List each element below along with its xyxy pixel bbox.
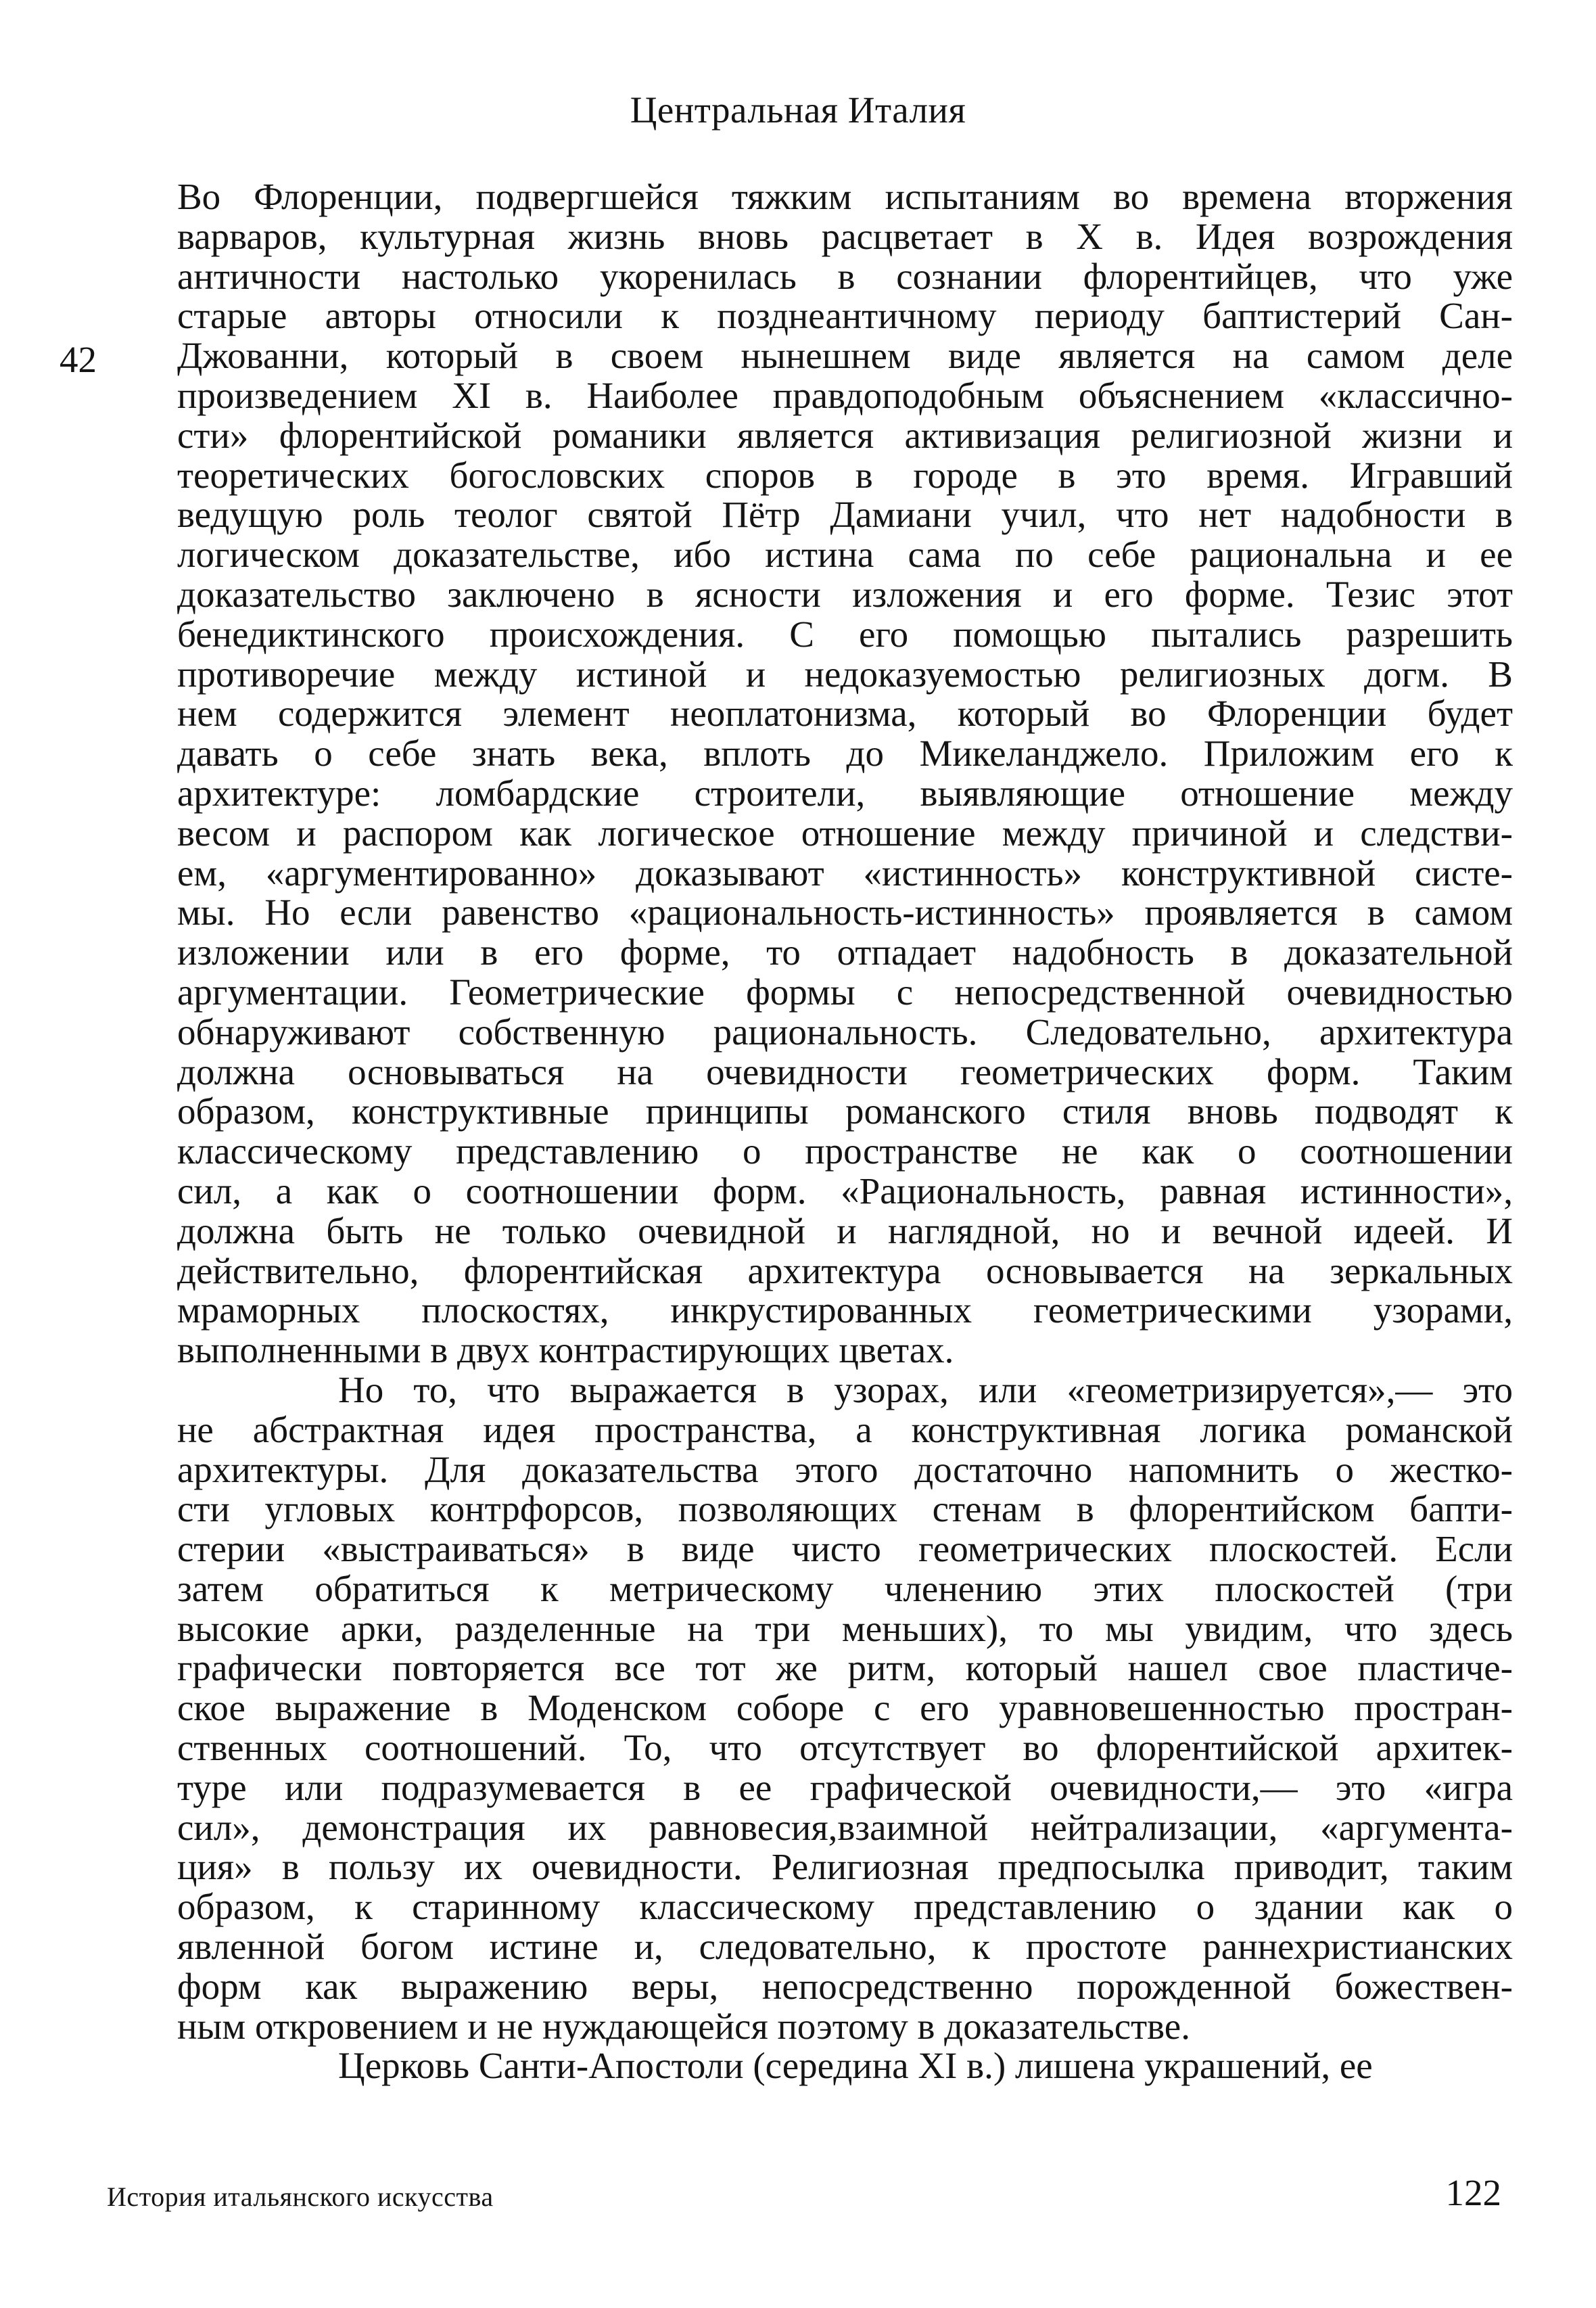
text-line: образом, конструктивные принципы романского стиля вновь подводят к [177,1090,1513,1132]
paragraph [177,1370,1513,2047]
text-line: ем, «аргументированно» доказывают «истинность» конструктивной систе- [177,852,1513,894]
text-line: действительно, флорентийская архитектура основывается на зеркальных [177,1249,1513,1291]
text-line: ция» в пользу их очевидности. Религиозная предпосылка приводит, таким [177,1846,1513,1888]
text-line: ным откровением и не нуждающейся поэтому в доказательстве. [177,2005,1190,2047]
text-line: классическому представлению о пространстве не как о соотношении [177,1130,1513,1172]
text-line: весом и распором как логическое отношение между причиной и следстви- [177,812,1513,854]
text-line: высокие арки, разделенные на три меньших), то мы увидим, что здесь [177,1607,1513,1649]
text-line: изложении или в его форме, то отпадает надобность в доказательной [177,931,1513,973]
text-line: обнаруживают собственную рациональность. Следовательно, архитектура [177,1011,1513,1053]
text-line: графически повторяется все тот же ритм, который нашел свое пластиче- [177,1647,1513,1689]
text-line: сил, а как о соотношении форм. «Рациональность, равная истинности», [177,1170,1513,1211]
text-line: мы. Но если равенство «рациональность-истинность» проявляется в самом [177,892,1513,933]
paragraph [177,177,1513,1370]
text-line: нем содержится элемент неоплатонизма, который во Флоренции будет [177,693,1513,735]
text-line: бенедиктинского происхождения. С его помощью пытались разрешить [177,613,1513,655]
text-line: Но то, что выражается в узорах, или «геометризируется»,— это [338,1368,1513,1410]
text-line: архитектуры. Для доказательства этого достаточно напомнить о жестко- [177,1448,1513,1490]
text-line: ведущую роль теолог святой Пётр Дамиани учил, что нет надобности в [177,494,1513,536]
margin-figure-number: 42 [60,339,97,380]
text-line: ственных соотношений. То, что отсутствует во флорентийской архитек- [177,1727,1513,1769]
running-title: Центральная Италия [630,89,966,131]
text-line: доказательство заключено в ясности изложения и его форме. Тезис этот [177,573,1513,615]
text-line: старые авторы относили к позднеантичному периоду баптистерий Сан- [177,295,1513,337]
text-line: архитектуре: ломбардские строители, выявляющие отношение между [177,772,1513,814]
text-line: варваров, культурная жизнь вновь расцветает в X в. Идея возрождения [177,215,1513,257]
text-line: Джованни, который в своем нынешнем виде является на самом деле [177,335,1513,377]
text-line: Церковь Санти-Апостоли (середина XI в.) лишена украшений, ее [338,2045,1373,2087]
text-line: должна быть не только очевидной и наглядной, но и вечной идеей. И [177,1209,1513,1251]
footer-book-title: История итальянского искусства [107,2182,494,2212]
text-line: ское выражение в Моденском соборе с его уравновешенностью простран- [177,1687,1513,1729]
text-line: теоретических богословских споров в городе в это время. Игравший [177,454,1513,496]
text-line: форм как выражению веры, непосредственно порожденной божествен- [177,1965,1513,2007]
text-line: мраморных плоскостях, инкрустированных геометрическими узорами, [177,1289,1513,1331]
text-line: аргументации. Геометрические формы с непосредственной очевидностью [177,971,1513,1013]
text-line: выполненными в двух контрастирующих цветах. [177,1329,954,1371]
paragraph [177,2046,1513,2086]
body-text [177,177,1513,2086]
text-line: туре или подразумевается в ее графической очевидности,— это «игра [177,1766,1513,1808]
text-line: не абстрактная идея пространства, а конструктивная логика романской [177,1408,1513,1450]
text-line: давать о себе знать века, вплоть до Микеланджело. Приложим его к [177,733,1513,775]
text-line: сти угловых контрфорсов, позволяющих стенам в флорентийском бапти- [177,1488,1513,1530]
text-line: логическом доказательстве, ибо истина сама по себе рациональна и ее [177,534,1513,576]
text-line: сил», демонстрация их равновесия,взаимной нейтрализации, «аргумента- [177,1806,1513,1848]
text-line: явленной богом истине и, следовательно, к простоте раннехристианских [177,1926,1513,1968]
text-line: античности настолько укоренилась в сознании флорентийцев, что уже [177,255,1513,297]
text-line: образом, к старинному классическому представлению о здании как о [177,1886,1513,1928]
footer-page-number: 122 [1445,2172,1501,2213]
text-line: противоречие между истиной и недоказуемостью религиозных догм. В [177,653,1513,695]
text-line: затем обратиться к метрическому членению этих плоскостей (три [177,1567,1513,1609]
text-line: Во Флоренции, подвергшейся тяжким испытаниям во времена вторжения [177,176,1513,217]
text-line: произведением XI в. Наиболее правдоподобным объяснением «классично- [177,374,1513,416]
text-line: сти» флорентийской романики является активизация религиозной жизни и [177,414,1513,456]
text-line: должна основываться на очевидности геометрических форм. Таким [177,1051,1513,1092]
text-line: стерии «выстраиваться» в виде чисто геометрических плоскостей. Если [177,1528,1513,1570]
